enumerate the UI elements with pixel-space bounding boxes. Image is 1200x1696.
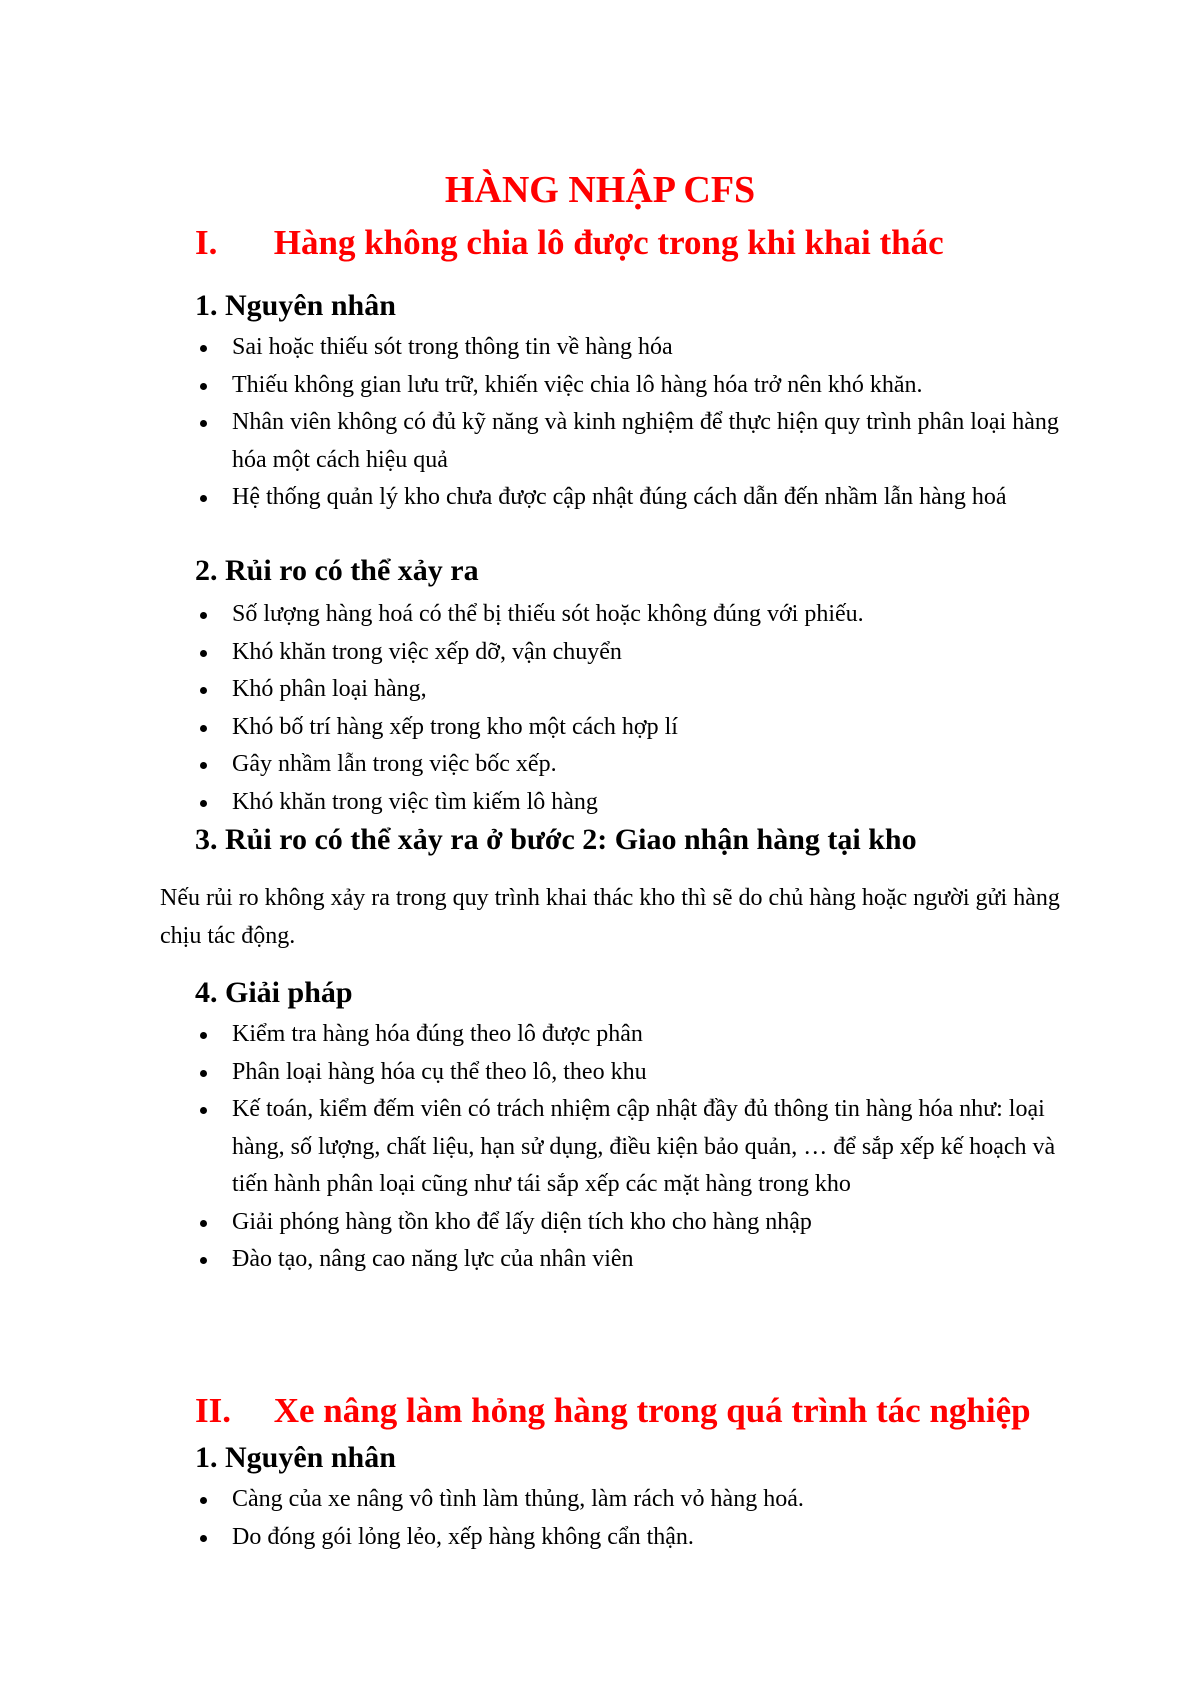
bullet-icon: [200, 762, 207, 769]
bullet-icon: [200, 495, 207, 502]
list-item: Khó bố trí hàng xếp trong kho một cách hợp lí: [0, 709, 1072, 747]
bullet-icon: [200, 383, 207, 390]
list-item: Khó phân loại hàng,: [0, 671, 1072, 709]
list-item: Số lượng hàng hoá có thể bị thiếu sót hoặc không đúng với phiếu.: [0, 596, 1072, 634]
bullet-icon: [200, 1535, 207, 1542]
list-item: Phân loại hàng hóa cụ thể theo lô, theo khu: [0, 1054, 1072, 1092]
bullet-list: [0, 329, 1200, 517]
section-number: II.: [195, 1391, 231, 1430]
list-item: Khó khăn trong việc tìm kiếm lô hàng: [0, 784, 1072, 822]
section-heading-1: [195, 222, 944, 264]
list-item: Gây nhầm lẫn trong việc bốc xếp.: [0, 746, 1072, 784]
section-title: Hàng không chia lô được trong khi khai thác: [273, 223, 944, 262]
list-item: Càng của xe nâng vô tình làm thủng, làm rách vỏ hàng hoá.: [0, 1481, 1072, 1519]
bullet-icon: [200, 612, 207, 619]
bullet-icon: [200, 1220, 207, 1227]
list-item: Hệ thống quản lý kho chưa được cập nhật đúng cách dẫn đến nhầm lẫn hàng hoá: [0, 479, 1072, 517]
section-number: I.: [195, 223, 218, 262]
list-item: Sai hoặc thiếu sót trong thông tin về hàng hóa: [0, 329, 1072, 367]
body-paragraph: Nếu rủi ro không xảy ra trong quy trình khai thác kho thì sẽ do chủ hàng hoặc người gửi hàng chịu tác động.: [160, 885, 1060, 949]
bullet-list: [0, 1016, 1200, 1279]
section-title: Xe nâng làm hỏng hàng trong quá trình tác nghiệp: [273, 1391, 1031, 1430]
list-item: Nhân viên không có đủ kỹ năng và kinh nghiệm để thực hiện quy trình phân loại hàng hóa một cách hiệu quả: [0, 404, 1072, 479]
subsection-heading: 1. Nguyên nhân: [195, 289, 396, 322]
list-item: Thiếu không gian lưu trữ, khiến việc chia lô hàng hóa trở nên khó khăn.: [0, 367, 1072, 405]
list-item: Giải phóng hàng tồn kho để lấy diện tích kho cho hàng nhập: [0, 1204, 1072, 1242]
bullet-icon: [200, 345, 207, 352]
bullet-icon: [200, 420, 207, 427]
bullet-icon: [200, 650, 207, 657]
document-title: HÀNG NHẬP CFS: [444, 169, 756, 211]
list-item: Khó khăn trong việc xếp dỡ, vận chuyển: [0, 634, 1072, 672]
bullet-list: [0, 596, 1200, 821]
list-item: Kiểm tra hàng hóa đúng theo lô được phân: [0, 1016, 1072, 1054]
subsection-heading: 4. Giải pháp: [195, 976, 353, 1009]
bullet-icon: [200, 800, 207, 807]
bullet-icon: [200, 1107, 207, 1114]
subsection-heading: 2. Rủi ro có thể xảy ra: [195, 554, 479, 587]
subsection-heading: 3. Rủi ro có thể xảy ra ở bước 2: Giao nhận hàng tại kho: [195, 823, 917, 856]
section-heading-2: [195, 1390, 1031, 1432]
list-item: Kế toán, kiểm đếm viên có trách nhiệm cập nhật đầy đủ thông tin hàng hóa như: loại hàng, số lượng, chất liệu, hạn sử dụng, điều kiện bảo quản, … để sắp xếp kế hoạch và tiến hành phân loại cũng như tái sắp xếp các mặt hàng trong kho: [0, 1091, 1072, 1204]
bullet-icon: [200, 1070, 207, 1077]
bullet-icon: [200, 1032, 207, 1039]
bullet-icon: [200, 725, 207, 732]
bullet-icon: [200, 687, 207, 694]
list-item: Đào tạo, nâng cao năng lực của nhân viên: [0, 1241, 1072, 1279]
bullet-icon: [200, 1497, 207, 1504]
bullet-icon: [200, 1257, 207, 1264]
list-item: Do đóng gói lỏng lẻo, xếp hàng không cẩn thận.: [0, 1519, 1072, 1557]
subsection-heading: 1. Nguyên nhân: [195, 1441, 396, 1474]
bullet-list: [0, 1481, 1200, 1556]
